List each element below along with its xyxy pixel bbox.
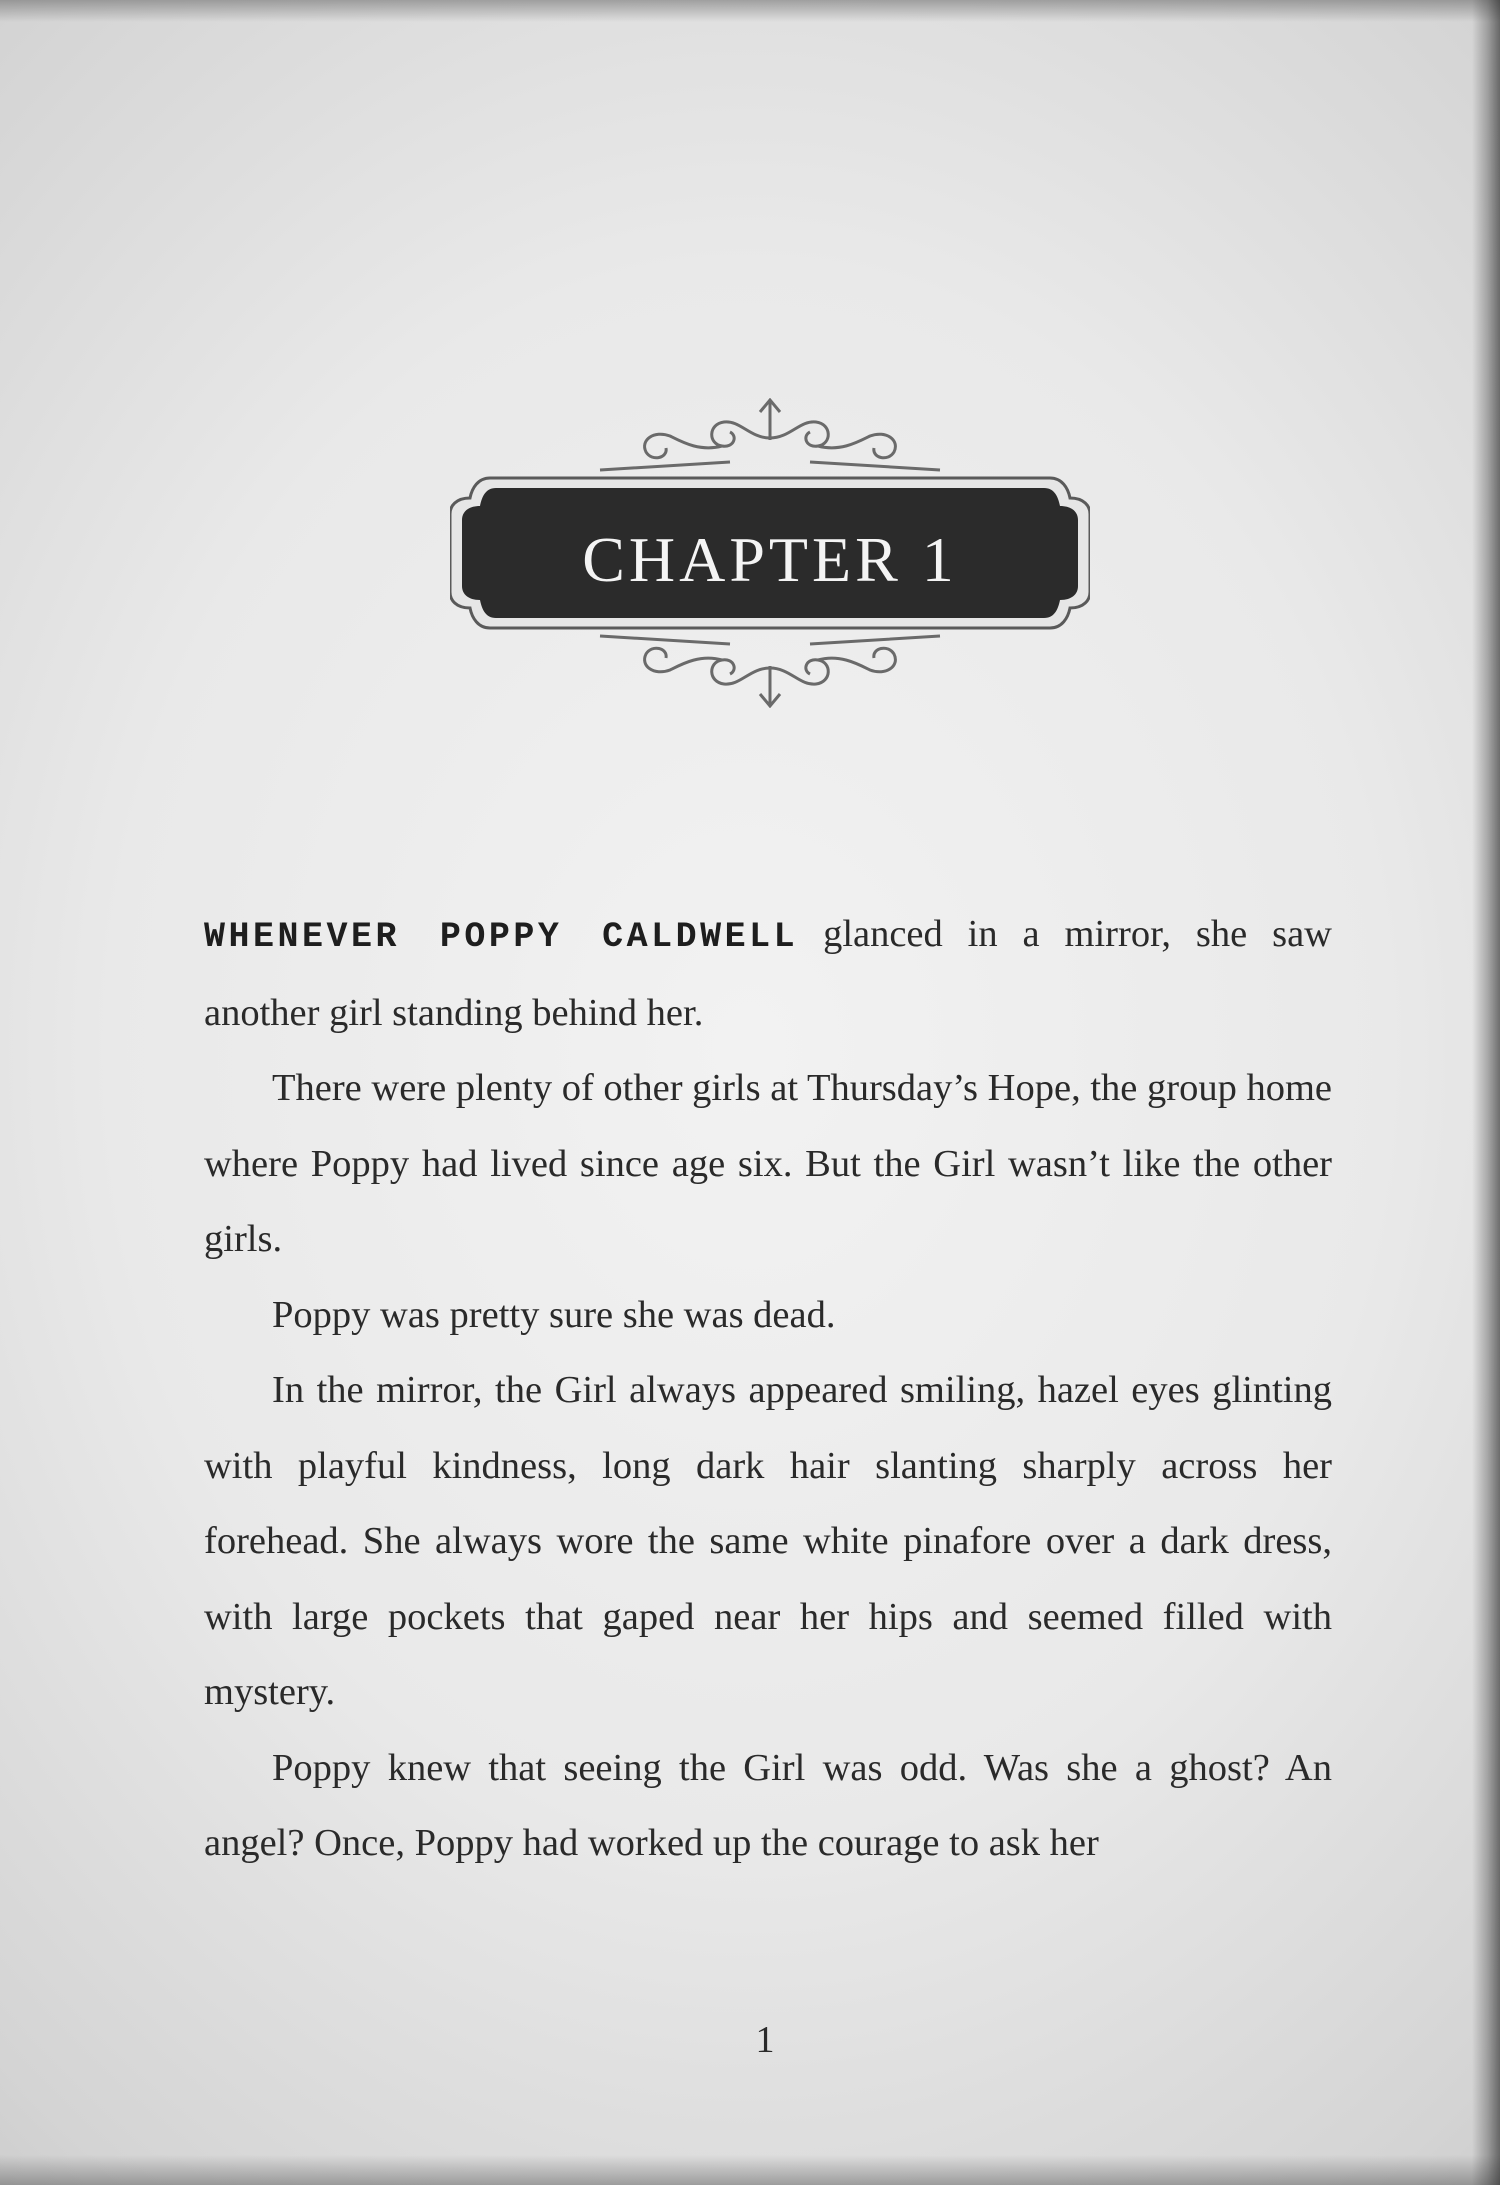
- bottom-flourish-icon: [600, 636, 940, 706]
- paragraph-3: Poppy was pretty sure she was dead.: [272, 1293, 836, 1336]
- paragraph-4: In the mirror, the Girl always appeared smiling, hazel eyes glinting with playful kindness, long dark hair slanting sharply across her forehead. She always wore the same white pinafore over a dark dress, with large pockets that gaped near her hips and seemed filled with mystery.: [204, 1369, 1332, 1713]
- chapter-body: [204, 897, 1332, 1882]
- page-shadow-bottom: [0, 2155, 1500, 2185]
- page-number: 1: [755, 2019, 775, 2061]
- paragraph-5: Poppy knew that seeing the Girl was odd. Was she a ghost? An angel? Once, Poppy had worked up the courage to ask her: [204, 1746, 1332, 1864]
- chapter-title: CHAPTER 1: [582, 524, 958, 595]
- page-shadow-top: [0, 0, 1500, 22]
- lead-in-small-caps: WHENEVER POPPY CALDWELL: [204, 917, 799, 957]
- paragraph-1-text: glanced in a mirror, she saw another girl standing behind her.: [204, 913, 1332, 1034]
- paragraph-1: [204, 897, 1332, 1051]
- page-shadow-right: [1472, 0, 1500, 2185]
- top-flourish-icon: [600, 400, 940, 470]
- paragraph-2: There were plenty of other girls at Thursday’s Hope, the group home where Poppy had lived since age six. But the Girl wasn’t like the other girls.: [204, 1067, 1332, 1260]
